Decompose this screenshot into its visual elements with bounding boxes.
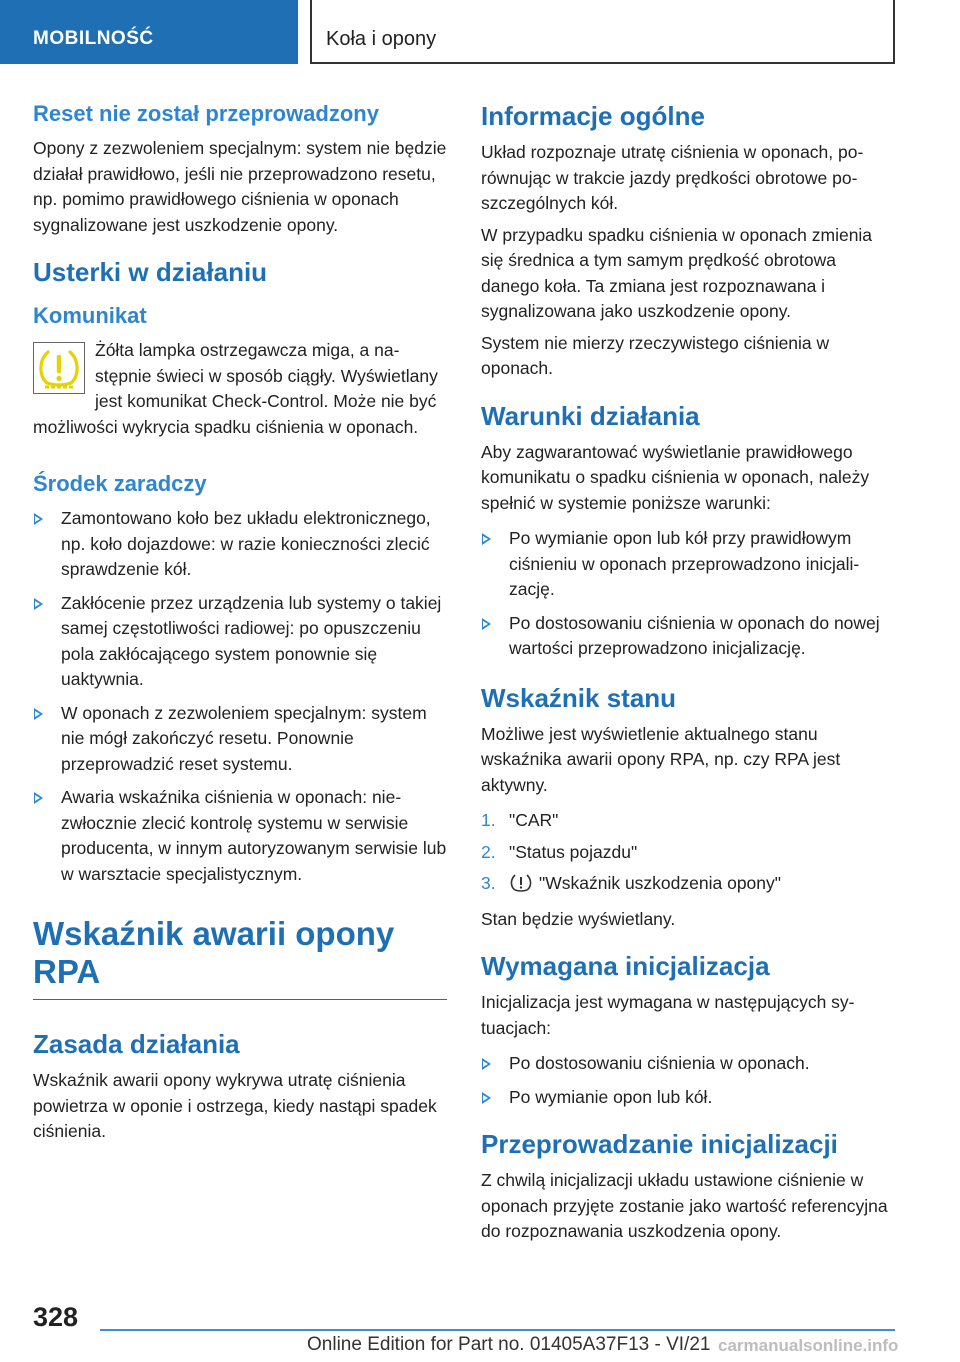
init-perform-heading: Przeprowadzanie inicjalizacji (481, 1129, 838, 1159)
message-heading: Komunikat (33, 303, 147, 328)
conditions-list (481, 526, 895, 662)
init-required-list (481, 1051, 895, 1110)
init-required-heading: Wymagana inicjalizacja (481, 951, 770, 981)
reset-paragraph: Opony z zezwoleniem specjalnym: system nie będzie działał prawidłowo, jeśli nie przeprowadzono resetu, np. pomimo prawidłowego ciśnienia w oponach sygnalizowane jest uszkodzenie opony. (33, 138, 447, 235)
init-perform-paragraph: Z chwilą inicjalizacji układu ustawione ciśnienie w oponach przyjęte zostanie jako wartość referencyjna do rozpoznawania uszkodzenia opony. (481, 1170, 888, 1241)
conditions-paragraph: Aby zagwarantować wyświetlanie prawidłowego komunikatu o spadku ciśnienia w oponach, należy spełnić w systemie poniższe warunki: (481, 441, 870, 513)
triangle-bullet-icon (482, 618, 491, 630)
tire-pressure-warning-icon (33, 342, 85, 394)
header-chapter-label: Koła i opony (326, 28, 437, 50)
triangle-bullet-icon (482, 533, 491, 545)
reset-heading: Reset nie został przeprowadzony (33, 101, 379, 126)
list-item: 1. "CAR" (481, 810, 559, 830)
page-number: 328 (33, 1302, 79, 1332)
list-item: Po wymianie opon lub kół przy prawidłowym ciśnieniu w oponach przeprowadzono inicjalizację. (481, 526, 895, 603)
status-result: Stan będzie wyświetlany. (481, 908, 676, 929)
tire-warning-icon (509, 873, 533, 901)
general-heading: Informacje ogólne (481, 101, 705, 131)
principle-heading: Zasada działania (33, 1029, 240, 1059)
init-required-paragraph: Inicjalizacja jest wymagana w następujących sytuacjach: (481, 992, 855, 1038)
header-chapter-box (310, 0, 895, 64)
rpa-heading-block (33, 915, 447, 1000)
general-paragraph-2: W przypadku spadku ciśnienia w oponach zmienia się średnica a tym samym prędkość obrotowa danego koła. Ta zmiana jest rozpoznawana i sygnalizowana jako uszkodzenie opony. (481, 224, 873, 321)
list-item: Zamontowano koło bez układu elektronicznego, np. koło dojazdowe: w razie konieczności zlecić sprawdzenie kół. (33, 506, 447, 583)
list-item: 2. "Status pojazdu" (481, 841, 638, 862)
message-block (33, 338, 447, 440)
remedy-list (33, 506, 447, 887)
footer-edition: Online Edition for Part no. 01405A37F13 - VI/21 (307, 1334, 711, 1355)
right-column (481, 100, 895, 1251)
triangle-bullet-icon (482, 1058, 491, 1070)
status-steps (481, 808, 895, 901)
general-paragraph-1: Układ rozpoznaje utratę ciśnienia w oponach, porównując w trakcie jazdy prędkości obrotowe poszczególnych kół. (481, 142, 864, 213)
list-item: Zakłócenie przez urządzenia lub systemy o takiej samej częstotliwości radiowej: po opuszczeniu pola zakłócającego system ponownie się uaktywnia. (33, 591, 447, 693)
rpa-heading: Wskaźnik awarii opony RPA (33, 915, 395, 990)
message-paragraph: Żółta lampka ostrzegawcza miga, a następnie świeci w sposób ciągły. Wyświetlany jest komunikat Check-Control. Może nie być możliwości wykrycia spadku ciśnienia w oponach. (33, 340, 438, 437)
triangle-bullet-icon (482, 1092, 491, 1104)
footer-rule (100, 1329, 895, 1331)
triangle-bullet-icon (34, 513, 43, 525)
general-paragraph-3: System nie mierzy rzeczywistego ciśnienia w oponach. (481, 332, 830, 378)
faults-heading: Usterki w działaniu (33, 257, 268, 287)
list-item: Awaria wskaźnika ciśnienia w oponach: niezwłocznie zlecić kontrolę systemu w serwisie producenta, w innym autoryzowanym serwisie lub w warsztacie specjalistycznym. (33, 785, 447, 887)
left-column (33, 100, 447, 1151)
status-paragraph: Możliwe jest wyświetlenie aktualnego stanu wskaźnika awarii opony RPA, np. czy RPA jest aktywny. (481, 723, 841, 795)
list-item: Po dostosowaniu ciśnienia w oponach do nowej wartości przeprowadzono inicjalizację. (481, 611, 895, 662)
remedy-heading: Środek zaradczy (33, 471, 207, 496)
triangle-bullet-icon (34, 598, 43, 610)
list-item: 3. "Wskaźnik uszkodzenia opony" (481, 871, 895, 901)
triangle-bullet-icon (34, 708, 43, 720)
conditions-heading: Warunki działania (481, 400, 700, 431)
list-item: W oponach z zezwoleniem specjalnym: system nie mógł zakończyć resetu. Ponownie przeprowadzić reset systemu. (33, 701, 447, 778)
footer-watermark: carmanualsonline.info (718, 1336, 899, 1355)
list-item: Po dostosowaniu ciśnienia w oponach. (481, 1051, 895, 1077)
header-section-tab (0, 0, 298, 64)
header-section-label: MOBILNOŚĆ (33, 28, 154, 49)
triangle-bullet-icon (34, 792, 43, 804)
list-item: Po wymianie opon lub kół. (481, 1085, 895, 1111)
status-heading: Wskaźnik stanu (481, 682, 677, 713)
principle-paragraph: Wskaźnik awarii opony wykrywa utratę ciśnienia powietrza w oponie i ostrzega, kiedy nastąpi spadek ciśnienia. (33, 1070, 437, 1141)
